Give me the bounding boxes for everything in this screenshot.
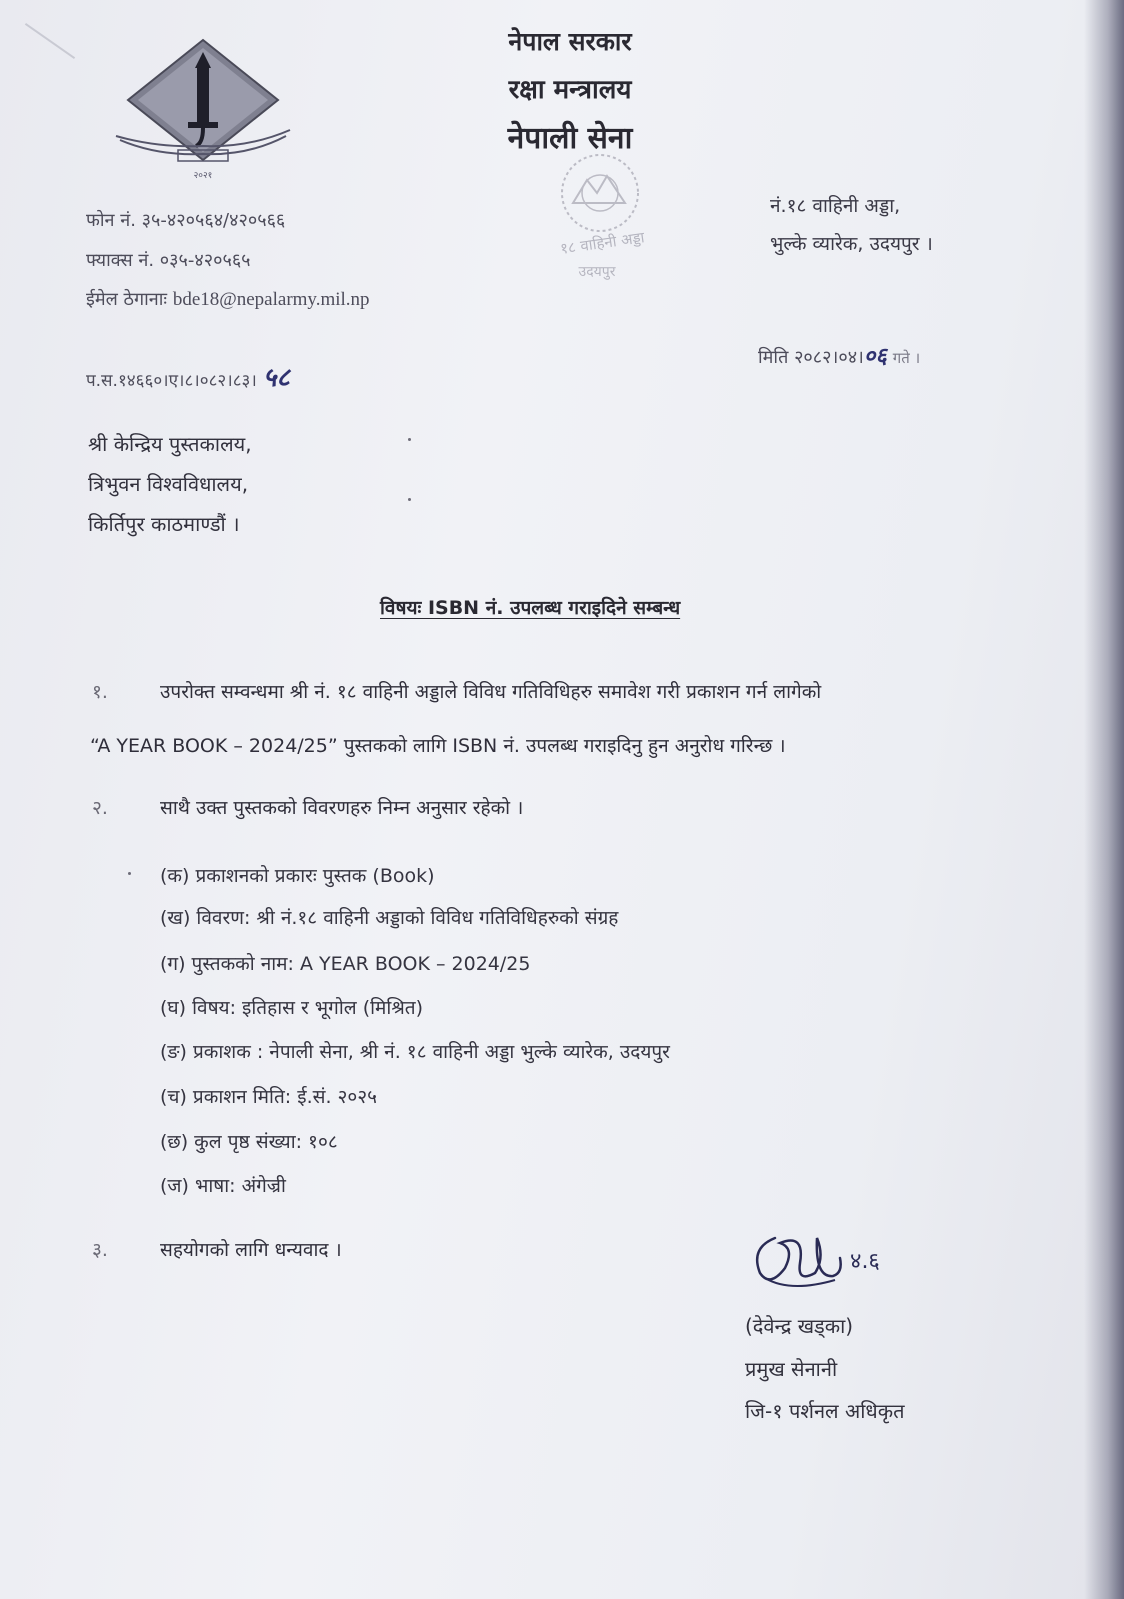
nepal-army-emblem-icon: [108, 38, 298, 183]
signatory-rank: प्रमुख सेनानी: [745, 1357, 838, 1381]
header-ministry: रक्षा मन्त्रालय: [508, 75, 632, 105]
paragraph-3-text: सहयोगको लागि धन्यवाद ।: [160, 1239, 342, 1261]
reference-handwritten: ५८: [262, 363, 290, 393]
signatory-position: जि-१ पर्शनल अधिकृत: [745, 1399, 905, 1423]
signatory-name: (देवेन्द्र खड्का): [745, 1314, 854, 1338]
unit-location: भुल्के व्यारेक, उदयपुर ।: [770, 233, 933, 255]
paragraph-2-text: साथै उक्त पुस्तकको विवरणहरु निम्न अनुसार रहेको ।: [160, 797, 524, 819]
paragraph-3: [92, 1236, 342, 1262]
detail-item: (छ) कुल पृष्ठ संख्या: १०८: [160, 1131, 338, 1153]
date-suffix: गते ।: [892, 349, 921, 367]
date-prefix: मिति २०८२।०४।: [758, 347, 864, 368]
signature-initials: ४.६: [850, 1249, 880, 1274]
header-army: नेपाली सेना: [507, 121, 633, 156]
unit-seal-stamp-icon: [525, 148, 675, 288]
paragraph-1-line-2: “A YEAR BOOK – 2024/25” पुस्तकको लागि ISBN नं. उपलब्ध गराइदिनु हुन अनुरोध गरिन्छ ।: [90, 735, 786, 757]
detail-item: (च) प्रकाशन मिति: ई.सं. २०२५: [160, 1086, 378, 1108]
reference-printed: प.स.१४६६०।ए।८।०८२।८३।: [86, 371, 257, 391]
paragraph-1-line-1: उपरोक्त सम्वन्धमा श्री नं. १८ वाहिनी अड्डाले विविध गतिविधिहरु समावेश गरी प्रकाशन गर्न लागेको: [160, 681, 822, 703]
detail-item: (घ) विषय: इतिहास र भूगोल (मिश्रित): [160, 997, 424, 1019]
stamp-text-unit: १८ वाहिनी अड्डा: [559, 228, 646, 258]
paragraph-1: [92, 678, 821, 704]
unit-name: नं.१८ वाहिनी अड्डा,: [770, 195, 901, 217]
paragraph-2-number: २.: [92, 797, 108, 819]
paragraph-2: [92, 794, 523, 820]
detail-item: (ख) विवरण: श्री नं.१८ वाहिनी अड्डाको विविध गतिविधिहरुको संग्रह: [160, 907, 619, 929]
stamp-text-place: उदयपुर: [578, 264, 616, 280]
addressee-line-1: श्री केन्द्रिय पुस्तकालय,: [88, 432, 252, 456]
contact-phone: फोन नं. ३५-४२०५६४/४२०५६६: [86, 210, 286, 231]
handwritten-signature-icon: [745, 1218, 925, 1298]
detail-item: (क) प्रकाशनको प्रकारः पुस्तक (Book): [160, 865, 435, 887]
email-label: ईमेल ठेगानाः: [86, 289, 168, 310]
paragraph-1-number: १.: [92, 681, 108, 703]
detail-item: (ज) भाषा: अंगेज्री: [160, 1175, 286, 1197]
contact-email-line: [86, 287, 370, 311]
page-edge-shadow: [1084, 0, 1124, 1599]
contact-fax: फ्याक्स नं. ०३५-४२०५६५: [86, 250, 251, 271]
letter-date: [758, 340, 920, 370]
emblem-year: २०२१: [193, 171, 213, 181]
paper-fold-mark: [25, 23, 75, 59]
detail-item: (ग) पुस्तकको नाम: A YEAR BOOK – 2024/25: [160, 953, 531, 975]
letter-subject: विषयः ISBN नं. उपलब्ध गराइदिने सम्बन्ध: [380, 597, 681, 619]
detail-item: (ङ) प्रकाशक : नेपाली सेना, श्री नं. १८ वाहिनी अड्डा भुल्के व्यारेक, उदयपुर: [160, 1041, 670, 1063]
reference-number: [86, 358, 290, 394]
addressee-line-2: त्रिभुवन विश्वविधालय,: [88, 472, 249, 496]
email-address: bde18@nepalarmy.mil.np: [172, 289, 370, 310]
addressee-line-3: किर्तिपुर काठमाण्डौं ।: [88, 512, 240, 536]
paragraph-3-number: ३.: [92, 1239, 108, 1261]
date-handwritten: ०६: [863, 343, 887, 369]
header-government: नेपाल सरकार: [508, 27, 632, 56]
